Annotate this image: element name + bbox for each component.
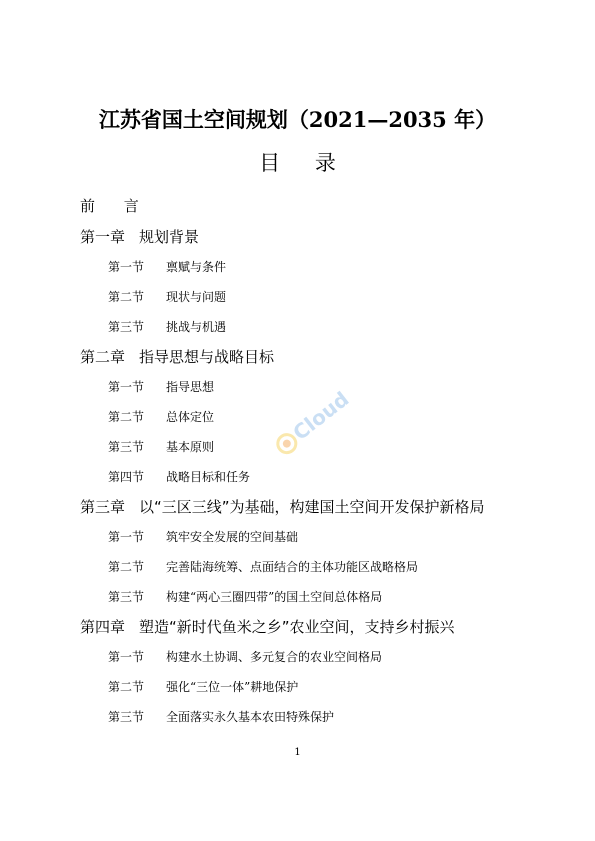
section-number: 第三节	[108, 320, 145, 334]
toc-chapter-1[interactable]	[80, 227, 199, 247]
chapter-title: 指导思想与战略目标	[139, 348, 275, 366]
toc-preface[interactable]: 前 言	[80, 197, 151, 215]
section-title: 强化“三位一体”耕地保护	[166, 680, 299, 694]
toc-section-2-1[interactable]	[108, 378, 214, 396]
document-title: 江苏省国土空间规划（2021—2035 年）	[98, 107, 497, 132]
section-title: 基本原则	[166, 440, 215, 454]
toc-chapter-3[interactable]	[80, 497, 485, 517]
toc-section-4-2[interactable]	[108, 678, 298, 696]
section-title: 挑战与机遇	[166, 320, 227, 334]
cloud-watermark-logo	[258, 382, 358, 462]
section-title: 现状与问题	[166, 290, 227, 304]
toc-section-4-1[interactable]	[108, 648, 382, 666]
toc-section-1-3[interactable]	[108, 318, 226, 336]
section-number: 第三节	[108, 710, 145, 724]
section-number: 第二节	[108, 410, 145, 424]
section-title: 构建水土协调、多元复合的农业空间格局	[166, 650, 383, 664]
section-title: 构建“两心三圈四带”的国土空间总体格局	[166, 590, 383, 604]
chapter-number: 第二章	[80, 348, 126, 366]
toc-section-1-2[interactable]	[108, 288, 226, 306]
chapter-title: 塑造“新时代鱼米之乡”农业空间，支持乡村振兴	[139, 618, 455, 636]
section-number: 第二节	[108, 680, 145, 694]
toc-chapter-4[interactable]	[80, 617, 455, 637]
section-number: 第三节	[108, 590, 145, 604]
page-number: 1	[294, 747, 301, 758]
toc-section-4-3[interactable]	[108, 708, 334, 726]
section-number: 第二节	[108, 290, 145, 304]
section-number: 第一节	[108, 530, 145, 544]
toc-section-3-2[interactable]	[108, 558, 418, 576]
section-number: 第二节	[108, 560, 145, 574]
section-title: 完善陆海统筹、点面结合的主体功能区战略格局	[166, 560, 419, 574]
section-number: 第四节	[108, 470, 145, 484]
toc-chapter-2[interactable]	[80, 347, 274, 367]
toc-section-3-3[interactable]	[108, 588, 382, 606]
chapter-number: 第三章	[80, 498, 126, 516]
section-number: 第一节	[108, 260, 145, 274]
chapter-number: 第一章	[80, 228, 126, 246]
chapter-title: 规划背景	[139, 228, 200, 246]
chapter-title: 以“三区三线”为基础，构建国土空间开发保护新格局	[139, 498, 485, 516]
section-title: 全面落实永久基本农田特殊保护	[166, 710, 335, 724]
toc-section-2-3[interactable]	[108, 438, 214, 456]
section-title: 指导思想	[166, 380, 215, 394]
section-number: 第一节	[108, 380, 145, 394]
toc-section-3-1[interactable]	[108, 528, 298, 546]
toc-section-2-4[interactable]	[108, 468, 250, 486]
toc-section-2-2[interactable]	[108, 408, 214, 426]
section-number: 第一节	[108, 650, 145, 664]
section-title: 筑牢安全发展的空间基础	[166, 530, 299, 544]
chapter-number: 第四章	[80, 618, 126, 636]
watermark-text: Cloud	[288, 386, 354, 445]
section-title: 战略目标和任务	[166, 470, 251, 484]
section-title: 禀赋与条件	[166, 260, 227, 274]
section-title: 总体定位	[166, 410, 215, 424]
section-number: 第三节	[108, 440, 145, 454]
toc-section-1-1[interactable]	[108, 258, 226, 276]
toc-heading: 目 录	[259, 151, 350, 175]
watermark-dot	[281, 438, 292, 449]
